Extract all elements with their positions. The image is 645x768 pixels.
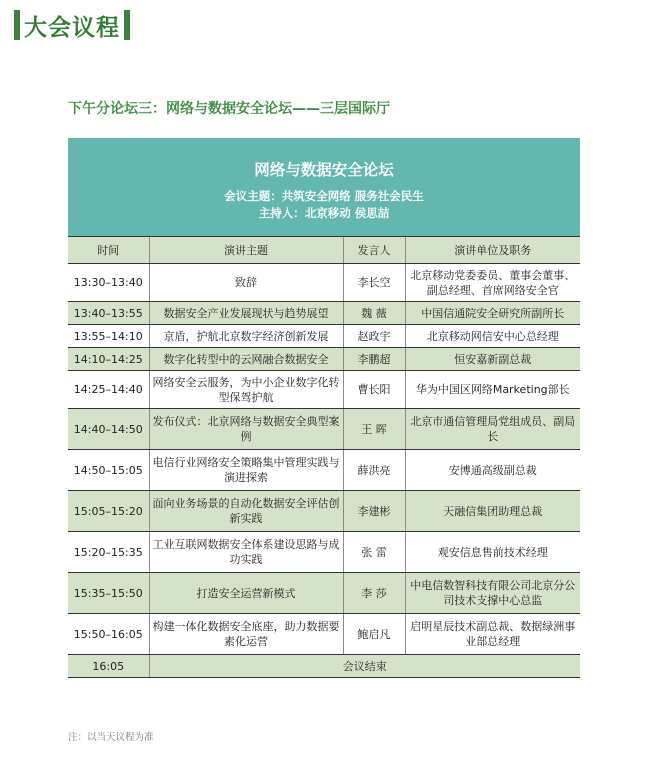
table-row xyxy=(68,409,580,450)
table-row xyxy=(68,325,580,348)
row-org: 北京移动党委委员、董事会董事、副总经理、首席网络安全官 xyxy=(405,264,580,302)
row-speaker: 李鹏超 xyxy=(343,348,405,371)
row-time: 14:10–14:25 xyxy=(68,348,149,371)
row-org: 中国信通院安全研究所副所长 xyxy=(405,302,580,325)
table-row xyxy=(68,450,580,491)
row-topic: 构建一体化数据安全底座，助力数据要素化运营 xyxy=(149,614,343,655)
row-org: 恒安嘉新副总裁 xyxy=(405,348,580,371)
footnote: 注：以当天议程为准 xyxy=(68,732,154,743)
row-time: 15:20–15:35 xyxy=(68,532,149,573)
table-row xyxy=(68,302,580,325)
row-speaker: 李长空 xyxy=(343,264,405,302)
table-row xyxy=(68,573,580,614)
row-topic: 发布仪式：北京网络与数据安全典型案例 xyxy=(149,409,343,450)
forum-theme: 会议主题：共筑安全网络 服务社会民生 xyxy=(224,189,424,203)
row-topic: 打造安全运营新模式 xyxy=(149,573,343,614)
forum-host: 主持人：北京移动 侯思喆 xyxy=(258,206,390,220)
agenda-table xyxy=(68,237,580,678)
closing-time: 16:05 xyxy=(68,655,149,678)
row-topic: 工业互联网数据安全体系建设思路与成功实践 xyxy=(149,532,343,573)
table-row xyxy=(68,614,580,655)
row-speaker: 李建彬 xyxy=(343,491,405,532)
closing-row xyxy=(68,655,580,678)
section-heading: 下午分论坛三：网络与数据安全论坛——三层国际厅 xyxy=(68,101,390,117)
header-speaker: 发言人 xyxy=(343,237,405,264)
row-speaker: 李 莎 xyxy=(343,573,405,614)
row-time: 14:25–14:40 xyxy=(68,371,149,409)
row-org: 北京市通信管理局党组成员、副局长 xyxy=(405,409,580,450)
row-speaker: 曹长阳 xyxy=(343,371,405,409)
row-time: 13:55–14:10 xyxy=(68,325,149,348)
row-speaker: 魏 薇 xyxy=(343,302,405,325)
forum-header xyxy=(68,138,580,237)
page-title-text: 大会议程 xyxy=(24,13,120,41)
row-time: 15:35–15:50 xyxy=(68,573,149,614)
table-row xyxy=(68,371,580,409)
table-row xyxy=(68,491,580,532)
header-org: 演讲单位及职务 xyxy=(405,237,580,264)
header-topic: 演讲主题 xyxy=(149,237,343,264)
row-speaker: 张 雷 xyxy=(343,532,405,573)
row-org: 天融信集团助理总裁 xyxy=(405,491,580,532)
row-org: 北京移动网信安中心总经理 xyxy=(405,325,580,348)
header-time: 时间 xyxy=(68,237,149,264)
row-speaker: 王 晖 xyxy=(343,409,405,450)
row-topic: 网络安全云服务，为中小企业数字化转型保驾护航 xyxy=(149,371,343,409)
agenda-block xyxy=(68,138,580,678)
row-speaker: 鲍启凡 xyxy=(343,614,405,655)
table-row xyxy=(68,532,580,573)
row-speaker: 赵政宇 xyxy=(343,325,405,348)
page-title xyxy=(14,8,130,42)
row-org: 中电信数智科技有限公司北京分公司技术支撑中心总监 xyxy=(405,573,580,614)
row-org: 安博通高级副总裁 xyxy=(405,450,580,491)
row-org: 观安信息售前技术经理 xyxy=(405,532,580,573)
closing-label: 会议结束 xyxy=(149,655,580,678)
row-speaker: 薛洪亮 xyxy=(343,450,405,491)
title-right-bar xyxy=(124,10,130,40)
table-row xyxy=(68,264,580,302)
row-time: 14:50–15:05 xyxy=(68,450,149,491)
row-time: 13:40–13:55 xyxy=(68,302,149,325)
row-topic: 致辞 xyxy=(149,264,343,302)
row-time: 15:05–15:20 xyxy=(68,491,149,532)
row-time: 15:50–16:05 xyxy=(68,614,149,655)
row-topic: 面向业务场景的自动化数据安全评估创新实践 xyxy=(149,491,343,532)
table-header-row xyxy=(68,237,580,264)
row-time: 14:40–14:50 xyxy=(68,409,149,450)
row-topic: 电信行业网络安全策略集中管理实践与演进探索 xyxy=(149,450,343,491)
row-time: 13:30–13:40 xyxy=(68,264,149,302)
row-topic: 京盾，护航北京数字经济创新发展 xyxy=(149,325,343,348)
title-left-bar xyxy=(14,10,20,40)
row-org: 华为中国区网络Marketing部长 xyxy=(405,371,580,409)
forum-title: 网络与数据安全论坛 xyxy=(254,161,394,179)
table-row xyxy=(68,348,580,371)
row-topic: 数据安全产业发展现状与趋势展望 xyxy=(149,302,343,325)
row-org: 启明星辰技术副总裁、数据绿洲事业部总经理 xyxy=(405,614,580,655)
row-topic: 数字化转型中的云网融合数据安全 xyxy=(149,348,343,371)
